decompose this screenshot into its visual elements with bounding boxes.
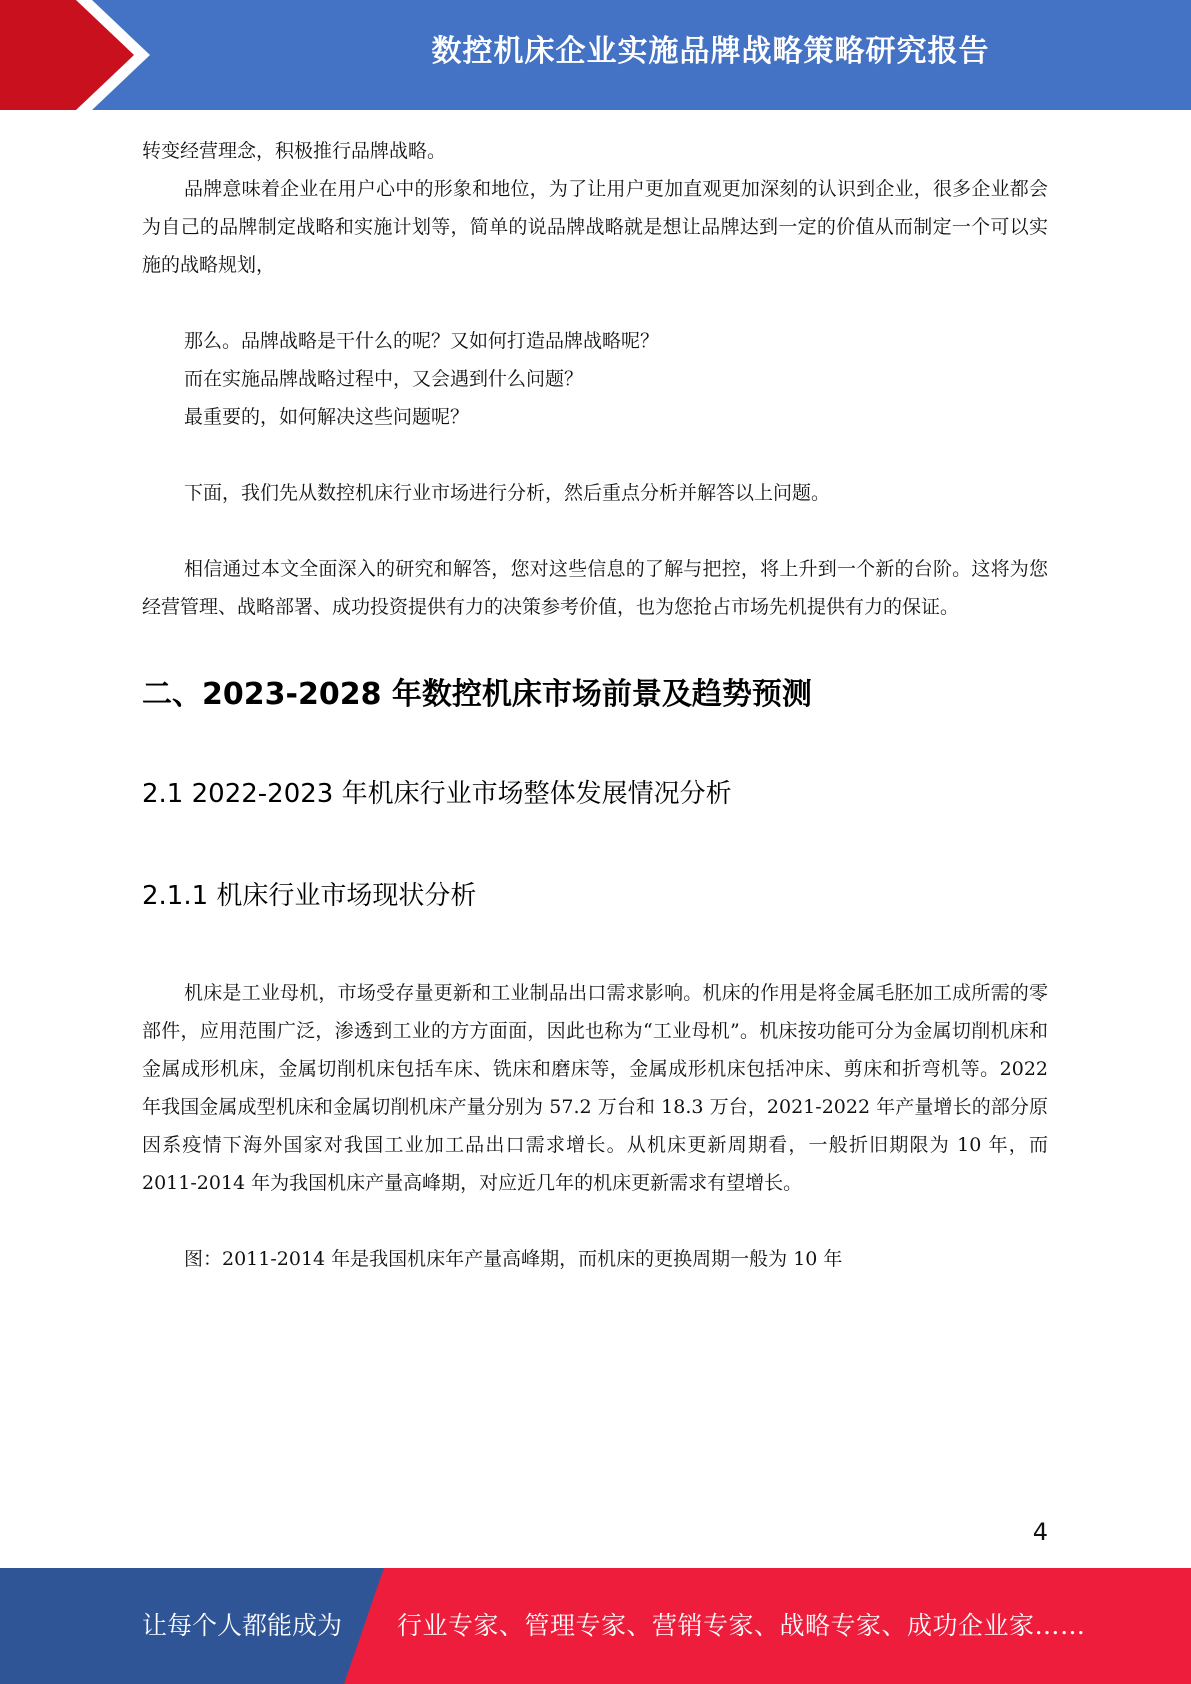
paragraph: 机床是工业母机，市场受存量更新和工业制品出口需求影响。机床的作用是将金属毛胚加工成所需的零部件，应用范围广泛，渗透到工业的方方面面，因此也称为“工业母机”。机床按功能可分为金属切削机床和金属成形机床，金属切削机床包括车床、铣床和磨床等，金属成形机床包括冲床、剪床和折弯机等。2022 年我国金属成型机床和金属切削机床产量分别为 57.2 万台和 18.3 万台，2021-2022 年产量增长的部分原因系疫情下海外国家对我国工业加工品出口需求增长。从机床更新周期看，一般折旧期限为 10 年，而 2011-2014 年为我国机床产量高峰期，对应近几年的机床更新需求有望增长。	[142, 982, 1048, 1194]
paragraph: 品牌意味着企业在用户心中的形象和地位，为了让用户更加直观更加深刻的认识到企业，很多企业都会为自己的品牌制定战略和实施计划等，简单的说品牌战略就是想让品牌达到一定的价值从而制定一个可以实施的战略规划，	[142, 178, 1048, 276]
footer-slogan-right: 行业专家、管理专家、营销专家、战略专家、成功企业家……	[397, 1611, 1086, 1640]
paragraph: 相信通过本文全面深入的研究和解答，您对这些信息的了解与把控，将上升到一个新的台阶。这将为您经营管理、战略部署、成功投资提供有力的决策参考价值，也为您抢占市场先机提供有力的保证。	[142, 558, 1048, 618]
document-body	[142, 132, 1048, 1278]
question-line: 最重要的，如何解决这些问题呢？	[184, 406, 470, 428]
paragraph: 转变经营理念，积极推行品牌战略。	[142, 140, 447, 162]
page-number: 4	[1032, 1518, 1048, 1546]
paragraph: 下面，我们先从数控机床行业市场进行分析，然后重点分析并解答以上问题。	[184, 482, 831, 504]
figure-caption: 图：2011-2014 年是我国机床年产量高峰期，而机床的更换周期一般为 10 年	[184, 1248, 843, 1270]
report-title: 数控机床企业实施品牌战略策略研究报告	[431, 34, 990, 69]
section-heading: 二、2023-2028 年数控机床市场前景及趋势预测	[142, 677, 812, 712]
subsubsection-heading: 2.1.1 机床行业市场现状分析	[142, 881, 477, 911]
footer-banner	[0, 1568, 1191, 1684]
footer-slogan-left: 让每个人都能成为	[142, 1611, 343, 1640]
question-line: 而在实施品牌战略过程中，又会遇到什么问题？	[184, 368, 584, 390]
header-banner	[0, 0, 1191, 110]
subsection-heading: 2.1 2022-2023 年机床行业市场整体发展情况分析	[142, 779, 732, 809]
question-line: 那么。品牌战略是干什么的呢？又如何打造品牌战略呢？	[184, 330, 660, 352]
